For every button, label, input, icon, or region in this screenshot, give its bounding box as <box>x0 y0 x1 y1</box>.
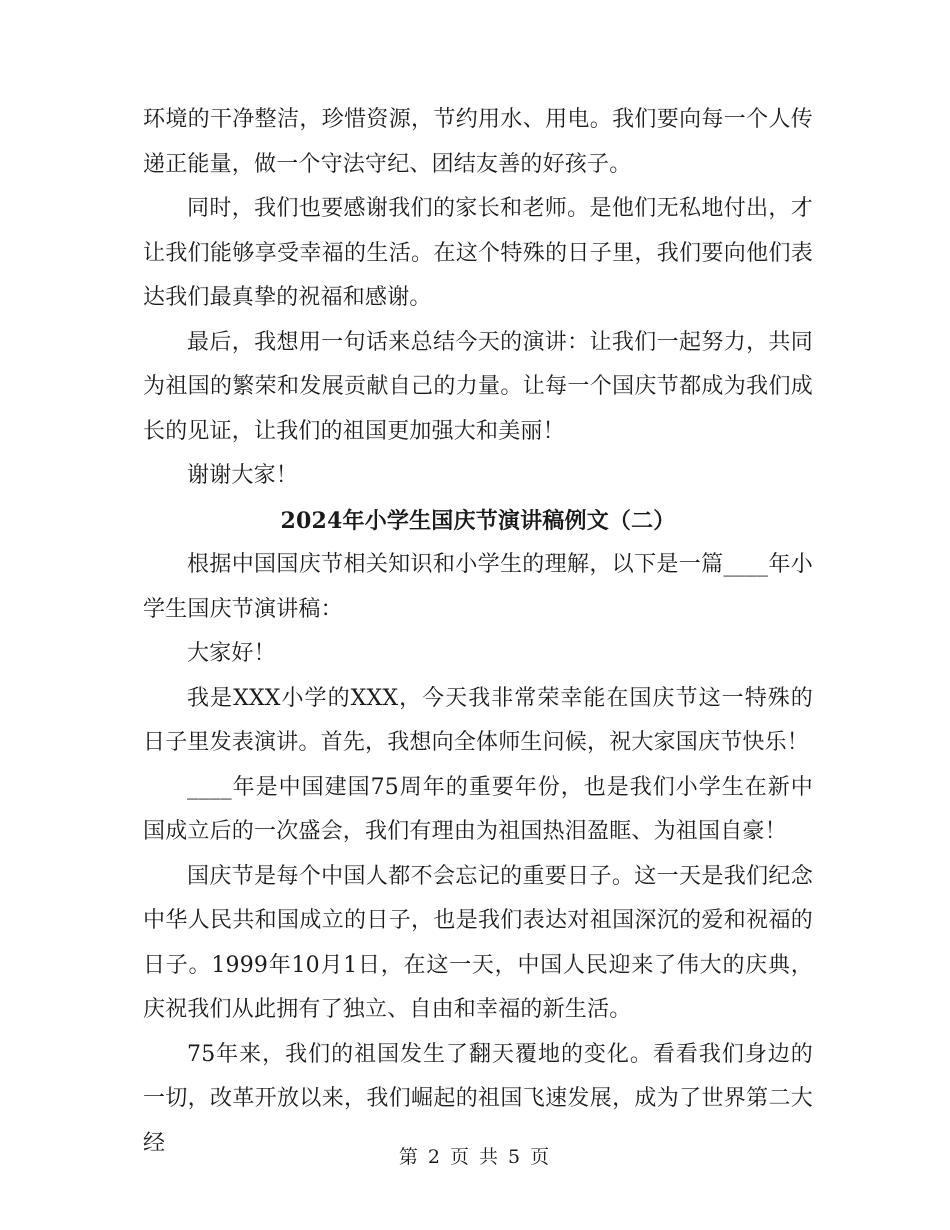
section-heading: 2024年小学生国庆节演讲稿例文（二） <box>280 507 676 534</box>
paragraph: 同时，我们也要感谢我们的家长和老师。是他们无私地付出，才让我们能够享受幸福的生活。在这个特殊的日子里，我们要向他们表达我们最真挚的祝福和感谢。 <box>143 196 813 310</box>
paragraph: 根据中国国庆节相关知识和小学生的理解，以下是一篇____年小学生国庆节演讲稿： <box>143 552 813 622</box>
paragraph: 大家好！ <box>187 641 276 666</box>
section-previous-speech-ending <box>143 98 813 499</box>
paragraph: 环境的干净整洁，珍惜资源，节约用水、用电。我们要向每一个人传递正能量，做一个守法守纪、团结友善的好孩子。 <box>143 107 813 177</box>
section-speech-two <box>143 543 813 1166</box>
document-body <box>143 98 813 1166</box>
paragraph: 最后，我想用一句话来总结今天的演讲：让我们一起努力，共同为祖国的繁荣和发展贡献自己的力量。让每一个国庆节都成为我们成长的见证，让我们的祖国更加强大和美丽！ <box>143 329 813 444</box>
paragraph: ____年是中国建国75周年的重要年份，也是我们小学生在新中国成立后的一次盛会，我们有理由为祖国热泪盈眶、为祖国自豪！ <box>143 774 813 844</box>
paragraph: 谢谢大家！ <box>187 463 299 488</box>
paragraph: 75年来，我们的祖国发生了翻天覆地的变化。看看我们身边的一切，改革开放以来，我们崛起的祖国飞速发展，成为了世界第二大经 <box>143 1041 813 1156</box>
page-number-footer: 第 2 页 共 5 页 <box>398 1146 552 1168</box>
paragraph: 国庆节是每个中国人都不会忘记的重要日子。这一天是我们纪念中华人民共和国成立的日子，也是我们表达对祖国深沉的爱和祝福的日子。1999年10月1日，在这一天，中国人民迎来了伟大的庆典，庆祝我们从此拥有了独立、自由和幸福的新生活。 <box>143 863 813 1022</box>
paragraph: 我是XXX小学的XXX，今天我非常荣幸能在国庆节这一特殊的日子里发表演讲。首先，我想向全体师生问候，祝大家国庆节快乐！ <box>143 685 813 755</box>
